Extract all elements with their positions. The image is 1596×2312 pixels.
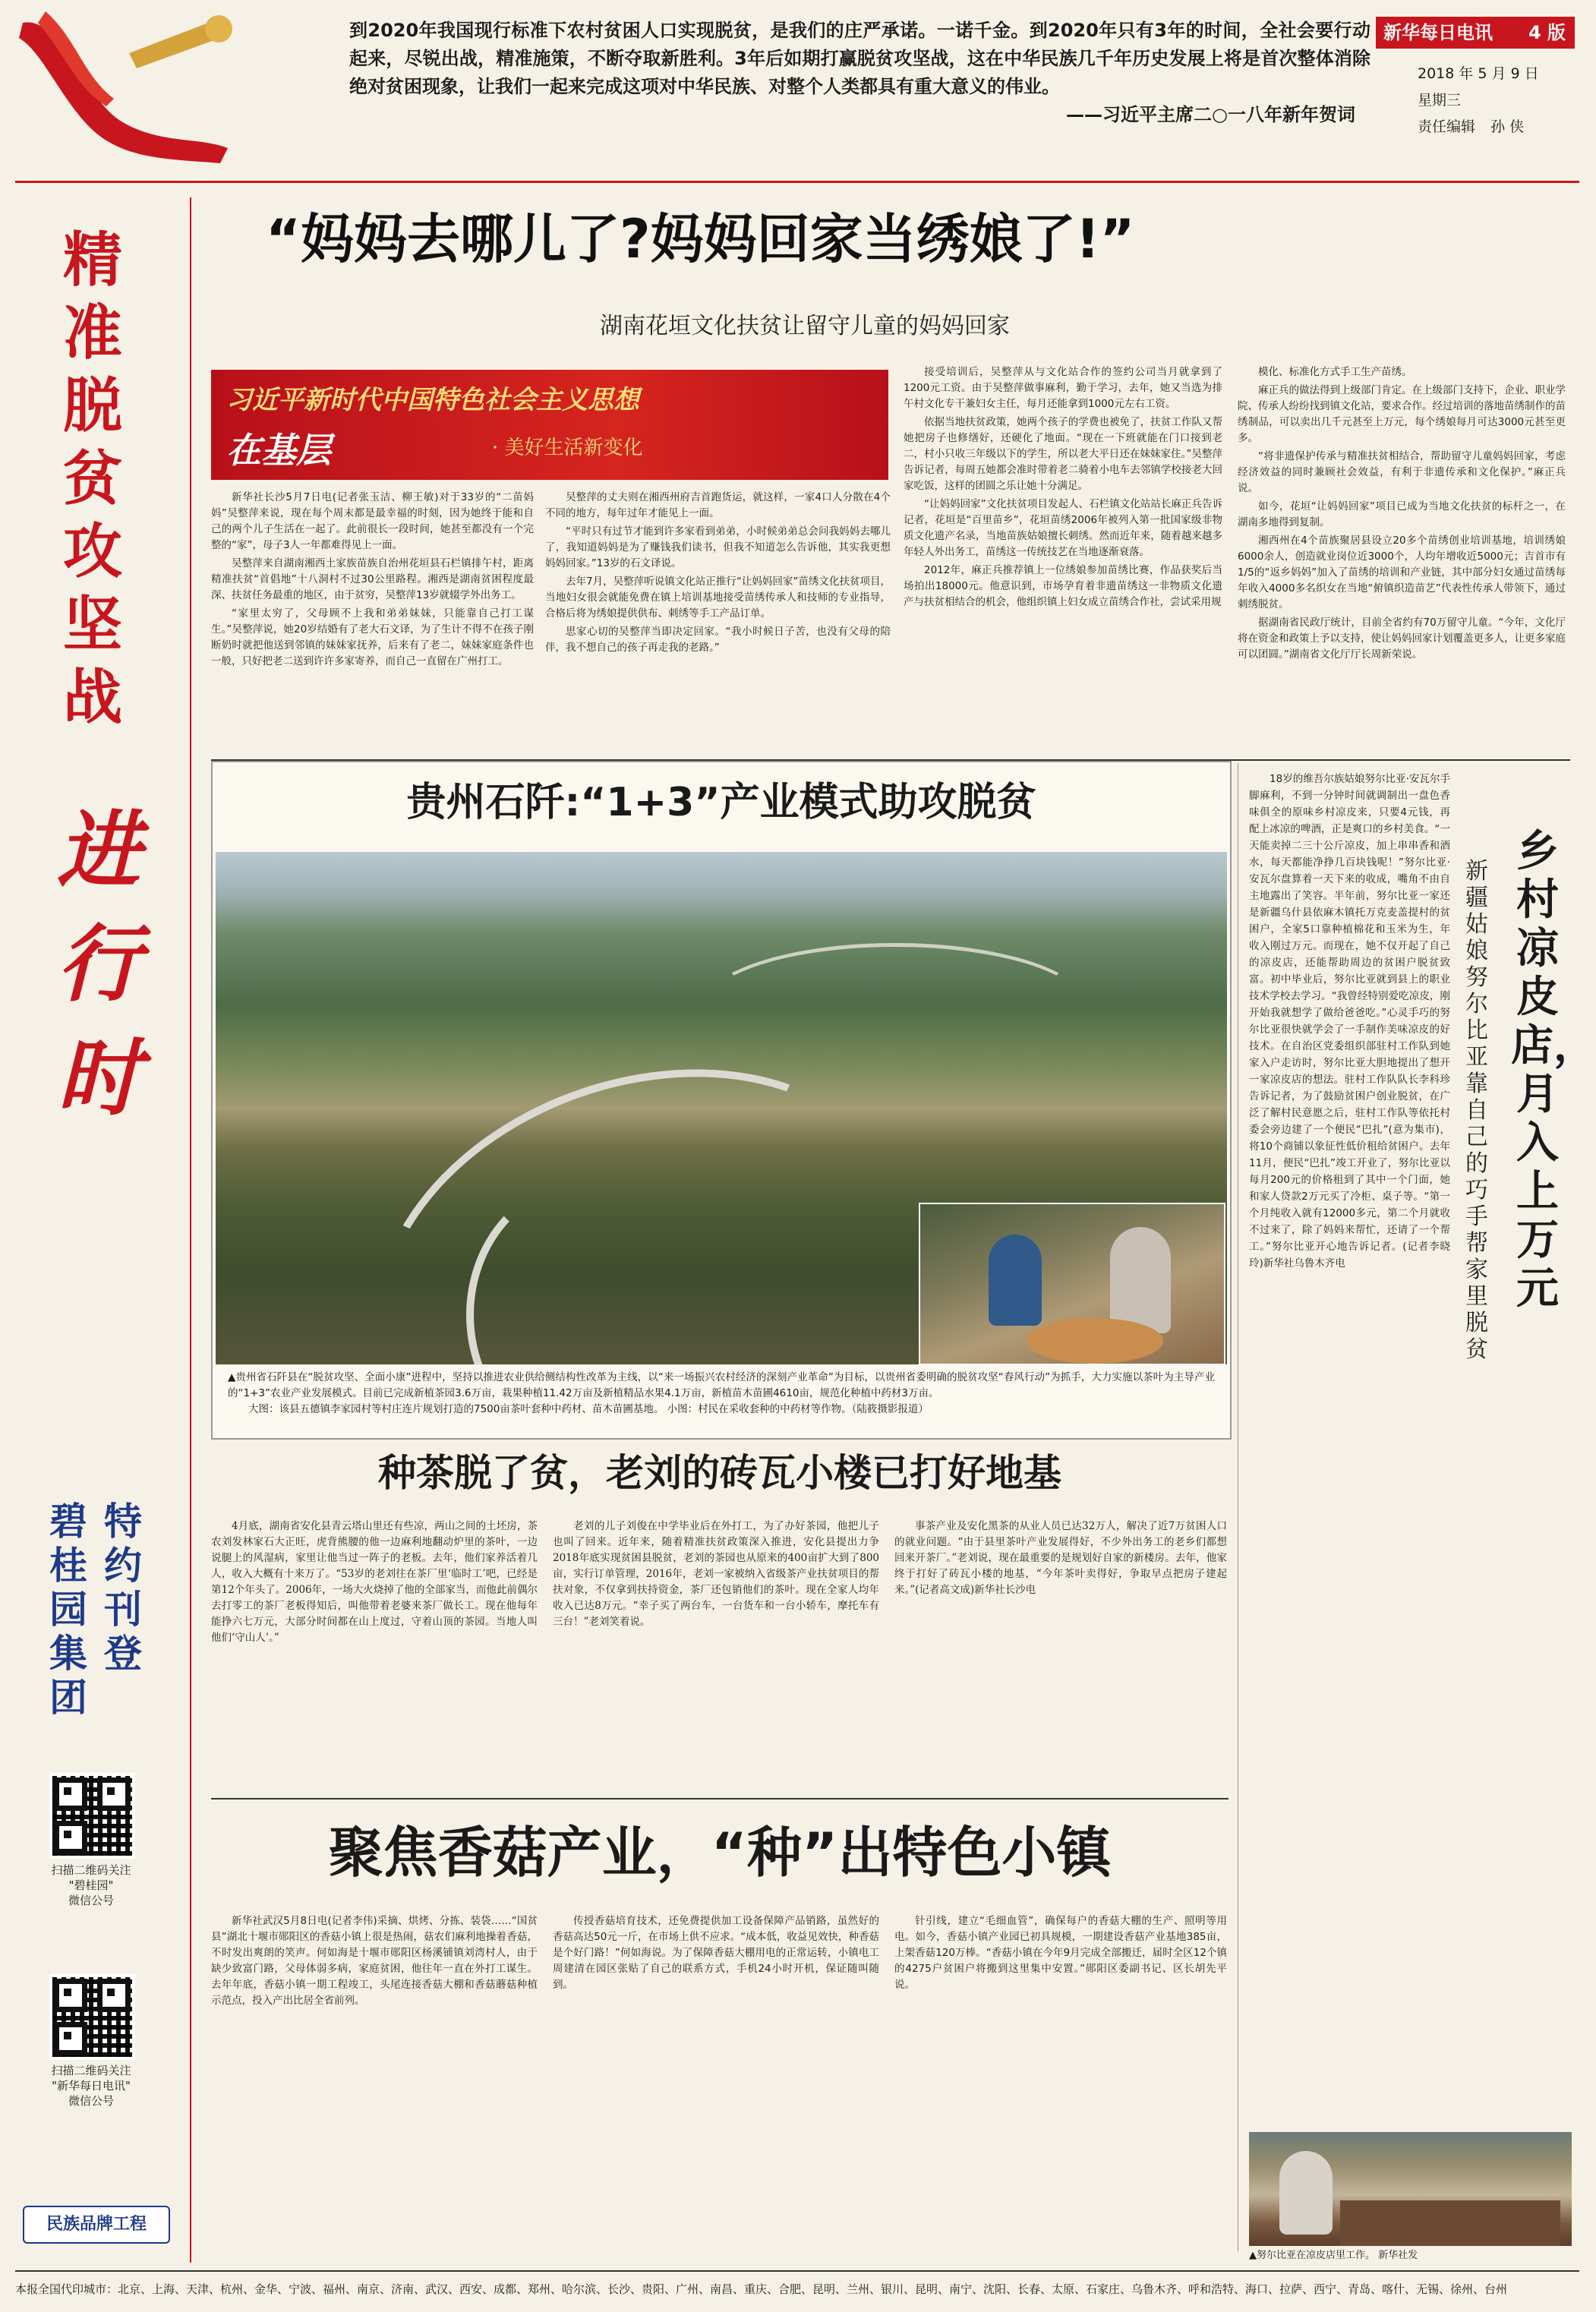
qr-corner-icon [54,1777,87,1811]
paper-name-bar [1376,17,1575,49]
article5-text [1249,771,1450,2122]
footer-text: 本报全国代印城市：北京、上海、天津、杭州、金华、宁波、福州、南京、济南、武汉、西安、成都、郑州、哈尔滨、长沙、贵阳、广州、南昌、重庆、合肥、昆明、兰州、银川、昆明、南宁、沈阳、长春、太原、石家庄、乌鲁木齐、呼和浩特、海口、拉萨、西宁、青岛、喀什、无锡、徐州、台州 [15,2282,1508,2296]
article1-subtitle: 湖南花垣文化扶贫让留守儿童的妈妈回家 [600,313,1010,339]
qr-corner-icon [97,1777,131,1811]
quote-attribution: ——习近平主席二○一八年新年贺词 [1066,104,1355,125]
paragraph: “平时只有过节才能到许多家看到弟弟，小时候弟弟总会问我妈妈去哪儿了，我知道妈妈是为了赚钱我们读书，但我不知道怎么告诉他，其实我更想妈妈回家。”13岁的石文译说。 [545,525,891,569]
article4-col1 [211,1913,538,2255]
sidebar-script-title: 进行时 [57,801,140,1127]
qr1-caption-line: 微信公号 [68,1894,114,1907]
editor-name: 孙 侠 [1490,118,1525,135]
harvest-pile [1027,1318,1163,1364]
qr2-caption-line: "新华每日电讯" [52,2079,131,2093]
footer-rule [15,2270,1579,2272]
qr-corner-icon [54,1979,87,2012]
paragraph: 接受培训后，吴整萍从与文化站合作的签约公司当月就拿到了1200元工资。由于吴整萍做事麻利，勤于学习，去年，她又当选为排午村文化专干兼妇女主任，每月还能拿到1000元左右工资。 [904,366,1222,410]
sidebar-title: 精准脱贫攻坚战 [62,226,122,732]
qr1-caption [34,1863,148,1908]
article2-box [211,761,1232,1440]
paragraph: “将非遗保护传承与精准扶贫相结合，帮助留守儿童妈妈回家，考虑经济效益的同时兼顾社会效益，有利于非遗传承和文化保护。”麻正兵说。 [1238,450,1566,494]
caption-main: ▲贵州省石阡县在“脱贫攻坚、全面小康”进程中，坚持以推进农业供给侧结构性改革为主线，以“来一场振兴农村经济的深刻产业革命”为目标，以贵州省委明确的脱贫攻坚“春风行动”为抓手，大力实施以茶叶为主导产业的“1+3”农业产业发展模式。目前已完成新植茶园3.6万亩，栽果种植11.42万亩及新植精品水果4.1万亩，新植苗木苗圃4610亩，规范化种植中药材3万亩。 [228,1371,1215,1399]
paper-name: 新华每日电讯 [1383,22,1493,43]
qr-corner-icon [54,1821,87,1854]
quote-text: 到2020年我国现行标准下农村贫困人口实现脱贫，是我们的庄严承诺。一诺千金。到2020年只有3年的时间，全社会要行动起来，尽锐出战，精准施策，不断夺取新胜利。3年后如期打赢脱贫攻坚战，这在中华民族几千年历史发展上将是首次整体消除绝对贫困现象，让我们一起来完成这项对中华民族、对整个人类都具有重大意义的伟业。 [349,20,1370,97]
masthead [0,0,1596,186]
road-curve [702,943,1089,1072]
paragraph: 新华社武汉5月8日电(记者李伟)采摘、烘烤、分拣、装袋……“国贫县”湖北十堰市郧阳区的香菇小镇上很是热闹，菇农们麻利地操着香菇，不时发出爽朗的笑声。何如海是十堰市郧阳区杨溪铺镇刘湾村人，由于缺少致富门路，父母体弱多病，家庭贫困，他往年一直在外打工谋生。去年年底，香菇小镇一期工程竣工，头尾连接香菇大棚和香菇蘑菇种植示范点，投入产出比居全省前列。 [211,1915,538,2007]
qr-corner-icon [97,1979,131,2012]
banner-line1: 习近平新时代中国特色社会主义思想 [226,385,639,415]
paragraph: 思家心切的吴整萍当即决定回家。“我小时候日子苦，也没有父母的陪伴，我不想自己的孩子再走我的老路。” [545,626,891,654]
article5-subtitle: 新疆姑娘努尔比亚靠自己的巧手帮家里脱贫 [1465,858,1488,1363]
paragraph: “家里太穷了，父母顾不上我和弟弟妹妹，只能靠自己打工谋生。”吴整萍说，她20岁结婚有了老大石文译，为了生计不得不在孩子刚断奶时就把他送到邻镇的妹妹家抚养，后来有了老二，妹妹家庭条件也一般，只好把老二送到许许多家寄养，而自己一直留在广州打工。 [211,607,534,667]
qr-code-xinhua[interactable] [49,1974,135,2060]
paragraph: “让妈妈回家”文化扶贫项目发起人、石栏镇文化站站长麻正兵告诉记者，花垣是“百里苗乡”，花垣苗绣2006年被列入第一批国家级非物质文化遗产名录，当地苗族姑娘擅长刺绣。然而近年来，随着越来越多年轻人外出务工，苗绣这一传统技艺在当地逐渐衰落。 [904,498,1222,558]
sponsor-label: 特约刊登 [104,1500,142,1676]
paragraph: 事茶产业及安化黑茶的从业人员已达32万人，解决了近7万贫困人口的就业问题。“由于县里茶叶产业发展得好，不少外出务工的老乡们都想回来开茶厂。”老刘说，现在最重要的是规划好自家的新楼房。去年，他家终于打好了砖瓦小楼的地基，“今年茶叶卖得好，争取早点把房子建起来。”(记者高文成)新华社长沙电 [894,1520,1227,1596]
issue-date: 2018 年 5 月 9 日 [1418,65,1539,82]
liangpi-stall-photo [1249,2132,1572,2246]
article4-col2 [553,1913,879,2255]
person-shape [1110,1227,1171,1333]
paragraph: 如今，花垣“让妈妈回家”项目已成为当地文化扶贫的标杆之一，在湖南多地得到复制。 [1238,500,1566,528]
qr-code-biguiyuan[interactable] [49,1773,135,1859]
article1-col1 [211,490,534,755]
masthead-rule [15,181,1579,183]
paper-box [1376,17,1575,150]
paragraph: 老刘的儿子刘俊在中学毕业后在外打工，为了办好茶园，他把儿子也叫了回来。近年来，随着精准扶贫政策深入推进，安化县提出力争2018年底实现贫困县脱贫，老刘的茶园也从原来的400亩扩大到了800亩，实行订单管理，2016年，老刘一家被纳入省级茶产业扶贫项目的帮扶对象，不仅拿到扶持资金，茶厂还包销他们的茶叶。现在全家人均年收入已达8万元。“幸子买了两台车，一台货车和一台小轿车，摩托车有三台！”老刘笑着说。 [553,1520,879,1628]
paragraph: 新华社长沙5月7日电(记者张玉洁、柳王敏)对于33岁的“二苗妈妈”吴整萍来说，现在每个周末都是最幸福的时刻，因为她终于能和自己的两个儿子生活在一起了。此前很长一段时间，她甚至都没有一个完整的“家”，母子3人一年都难得见上一面。 [211,491,534,551]
qr1-caption-line: 扫描二维码关注 [51,1863,131,1877]
person-shape [1279,2151,1333,2235]
paragraph: 麻正兵的做法得到上级部门肯定。在上级部门支持下，企业、职业学院、传承人纷纷找到镇文化站，要求合作。经过培训的落地苗绣制作的苗绣制品，可以卖出几千元甚至上万元，每个绣娘每月可达3000元甚至更多。 [1238,384,1566,444]
qr-corner-icon [54,2022,87,2055]
article1-col4 [1238,364,1566,755]
article3-title: 种茶脱了贫，老刘的砖瓦小楼已打好地基 [378,1451,1061,1495]
paragraph: 针引线，建立“毛细血管”，确保每户的香菇大棚的生产、照明等用电。如今，香菇小镇产业园已初具规模，一期建设香菇产业基地385亩，上架香菇120万棒。“香菇小镇在今年9月完成全部搬迁，届时全区12个镇的4275户贫困户将搬到这里集中安置。”郧阳区委副书记、区长胡先平说。 [894,1915,1227,1991]
article2-title: 贵州石阡:“1+3”产业模式助攻脱贫 [406,780,1036,825]
paragraph: 去年7月，吴整萍听说镇文化站正推行“让妈妈回家”苗绣文化扶贫项目，当地妇女很会就能免费在镇上培训基地接受苗绣传承人和技师的专业指导，合格后将为绣娘提供供布、刺绣等手工产品订单。 [545,576,891,620]
article3-col3 [894,1519,1227,1792]
paragraph: 湘西州在4个苗族聚居县设立20多个苗绣创业培训基地，培训绣娘6000余人，创造就业岗位近3000个，人均年增收近5000元；吉首市有1/5的“返乡妈妈”加入了苗绣的培训和产业链，其中部分妇女通过苗绣每年收入4000多名织女在当地“俯镇织造苗艺”代表性传承人带领下，通过刺绣脱贫。 [1238,535,1566,610]
article3-col2 [553,1519,879,1792]
villagers-harvest-photo [919,1203,1225,1365]
paragraph: 吴整萍来自湖南湘西土家族苗族自治州花垣县石栏镇排午村，距离精准扶贫“首倡地”十八洞村不过30公里路程。湘西是湖南贫困程度最深、扶贫任务最重的地区，由于贫穷，吴整萍13岁就辍学外出务工。 [211,557,534,601]
article1-title: “妈妈去哪儿了?妈妈回家当绣娘了!” [266,208,1135,270]
banner-line2: 在基层 [226,430,331,471]
editor-label: 责任编辑 [1418,118,1476,135]
article3-bottom-rule [211,1798,1229,1799]
article5-photo-caption: ▲努尔比亚在凉皮店里工作。 新华社发 [1249,2250,1418,2261]
page-number: 4 版 [1528,22,1566,43]
paragraph: 4月底，湖南省安化县青云塔山里还有些凉，两山之间的土坯房，茶农刘发林家石大正旺，虎背熊腰的他一边麻利地翻动炉里的茶叶，一边说腿上的风湿病，家里让他当过一阵子的老板。去年，他们家养活着几人，收入大概有十来万了。“53岁的老刘往在茶厂里‘临时工’吧，已经是第12个年头了。2006年，一场大火烧掉了他的全部家当，而他此前偶尔去打零工的茶厂老板得知后，叫他带着老婆来茶厂做长工。现在他每年能挣六七万元，大部分时间都在山上度过，守着山顶的茶园。当地人叫他们‘守山人’。” [211,1520,538,1644]
sponsor-name: 碧桂园集团 [49,1500,87,1720]
paragraph: 依据当地扶贫政策，她两个孩子的学费也被免了，扶贫工作队又帮她把房子也修缮好，还硬化了地面。“现在一下班就能在门口接到老二，村小只收三年级以下的学生，所以老大平日还在妹妹家住。”吴整萍告诉记者，每周五她都会准时带着老二骑着小电车去邻镇学校接老大回家吃饭，这样的团圆之乐让她十分满足。 [904,416,1222,492]
paragraph: 传授香菇培育技术，还免费提供加工设备保障产品销路，虽然好的香菇高达50元一斤，在市场上供不应求。“成本低，收益见效快，种香菇是个好门路！”何如海说。为了保障香菇大棚用电的正常运转，小镇电工周建清在园区张贴了自己的联系方式，手机24小时开机，保证随叫随到。 [553,1915,879,1991]
brand-text: 民族品牌工程 [46,2215,147,2234]
sidebar [15,194,182,2266]
article1-col2 [545,490,891,755]
article2-caption [228,1370,1215,1418]
article1-col3 [904,364,1222,755]
ribbon-trumpet-logo [15,8,235,167]
article3-col1 [211,1519,538,1792]
qr1-caption-line: "碧桂园" [68,1878,114,1892]
issue-weekday: 星期三 [1418,92,1462,109]
qr2-caption-line: 扫描二维码关注 [51,2064,131,2077]
qr2-caption [34,2063,148,2109]
caption-small: 大图：该县五德镇李家园村等村庄连片规划打造的7500亩茶叶套种中药材、苗木苗圃基地。 小图：村民在采收套种的中药材等作物。（陆筱摄影报道） [248,1403,929,1415]
paragraph: 2012年，麻正兵推荐镇上一位绣娘参加苗绣比赛，作品获奖后当场拍出18000元。他意识到，市场孕育着非遗苗绣这一非物质文化遗产与扶贫相结合的机会，他组织镇上妇女成立苗绣合作社，尝试采用规 [904,564,1222,608]
editor-line [1418,115,1524,136]
brand-logo [23,2206,170,2244]
article5-title: 乡村凉皮店，月入上万元 [1511,827,1596,1314]
paragraph: 模化、标准化方式手工生产苗绣。 [1258,366,1412,378]
qr2-caption-line: 微信公号 [68,2094,114,2108]
paragraph: 吴整萍的丈夫则在湘西州府吉首跑货运，就这样，一家4口人分散在4个不同的地方，每年过年才能见上一面。 [545,491,891,519]
article4-title: 聚焦香菇产业，“种”出特色小镇 [328,1821,1112,1885]
article4-col3 [894,1913,1227,2255]
paragraph: 18岁的维吾尔族姑娘努尔比亚·安瓦尔手脚麻利，不到一分钟时间就调制出一盘色香味俱全的原味乡村凉皮来，只要4元钱，再配上冰凉的啤酒，正是爽口的乡村美食。“一天能卖掉二三十公斤凉皮，加上串串香和酒水，每天都能净挣几百块钱呢！”努尔比亚·安瓦尔盘算着一天下来的收成，嘴角不由自主地露出了笑容。半年前，努尔比亚一家还是新疆乌什县依麻木镇托万克麦盖提村的贫困户，全家5口靠种植棉花和玉米为生，年收入刚过万元。而现在，她不仅开起了自己的凉皮店，还能帮助周边的贫困户脱贫致富。初中毕业后，努尔比亚就到县上的职业技术学校去学习。“我曾经特别爱吃凉皮，刚开始我就想学了做给爸爸吃。”心灵手巧的努尔比亚很快就学会了一手制作美味凉皮的好技术。在自治区党委组织部驻村工作队到她家入户走访时，努尔比亚大胆地提出了想开一家凉皮店的想法。驻村工作队队长李科珍告诉记者，为了鼓励贫困户创业脱贫，在广泛了解村民意愿之后，驻村工作队等依托村委会旁边建了一个便民“巴扎”(意为集市)，将10个商铺以象征性低价租给贫困户。去年11月，便民“巴扎”竣工开业了，努尔比亚以每月200元的价格租到了其中一个门面，她和家人贷款2万元买了冷柜、桌子等。“第一个月纯收入就有12000多元，第二个月就收不过来了，除了妈妈来帮忙，还请了一个帮工。”努尔比亚开心地告诉记者。(记者李晓玲)新华社乌鲁木齐电 [1249,773,1450,1270]
article1-banner [211,370,888,480]
banner-tag: · 美好生活新变化 [492,437,643,459]
sidebar-divider [190,197,191,2263]
paragraph: 据湖南省民政厅统计，目前全省约有70万留守儿童。“今年，文化厅将在资金和政策上予以支持，使让妈妈回家计划覆盖更多人，让更多家庭可以团圆。”湖南省文化厅厅长周新荣说。 [1238,617,1566,661]
counter-shape [1340,2200,1560,2246]
person-shape [989,1235,1042,1326]
masthead-quote [349,17,1370,129]
